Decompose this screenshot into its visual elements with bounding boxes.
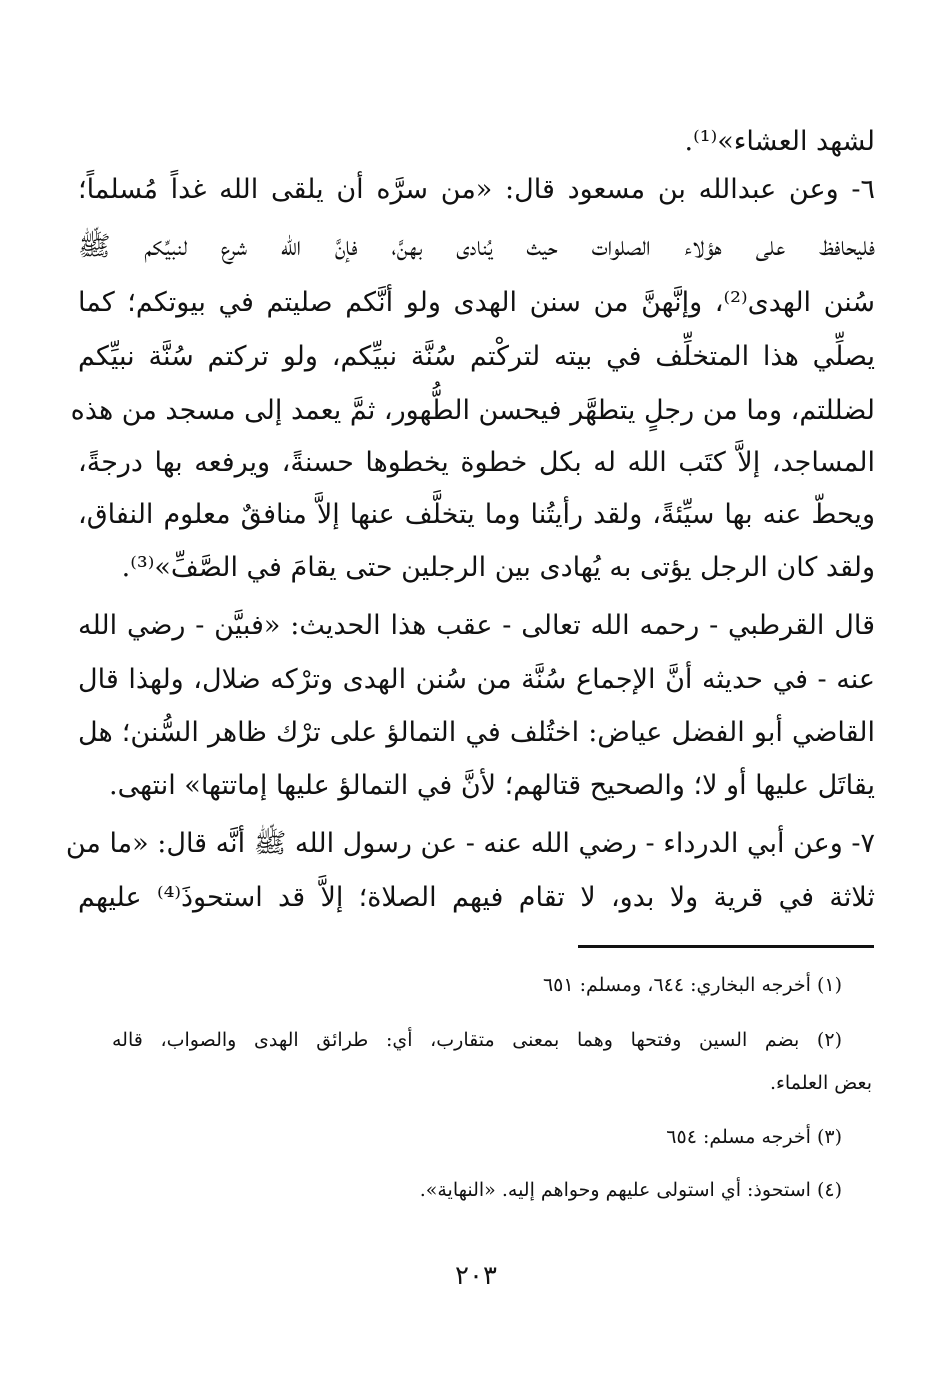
footnote-3: (٣) أخرجه مسلم: ٦٥٤: [666, 1126, 842, 1148]
footnote-4: (٤) استحوذ: أي استولى عليهم وحواهم إليه. «النهاية».: [419, 1179, 842, 1201]
footnote-2-continued: بعض العلماء.: [769, 1072, 872, 1094]
text-line-3: فليحافظ على هؤلاء الصلوات حيث يُنادى بهنَّ، فإنَّ الله شرع لنبيِّكم ﷺ: [78, 231, 875, 262]
footnote-2: (٢) بضم السين وفتحها وهما بمعنى متقارب، أي: طرائق الهدى والصواب، قاله: [112, 1029, 842, 1051]
text-line-15: ثلاثة في قرية ولا بدو، لا تقام فيهم الصلاة؛ إلاَّ قد استحوذَ⁽⁴⁾ عليهم: [78, 882, 875, 913]
text-line-9: ولقد كان الرجل يؤتى به يُهادى بين الرجلين حتى يقامَ في الصَّفِّ»⁽³⁾.: [121, 552, 875, 583]
text-line-14: ٧- وعن أبي الدرداء - رضي الله عنه - عن رسول الله ﷺ أنَّه قال: «ما من: [65, 828, 875, 859]
text-line-1: لشهد العشاء»⁽¹⁾.: [684, 126, 875, 157]
text-line-2: ٦- وعن عبدالله بن مسعود قال: «من سرَّه أن يلقى الله غداً مُسلماً؛: [78, 174, 875, 205]
text-line-8: ويحطّ عنه بها سيِّئةً، ولقد رأيتُنا وما يتخلَّف عنها إلاَّ منافقٌ معلوم النفاق،: [78, 499, 875, 530]
text-line-5: يصلِّي هذا المتخلِّف في بيته لتركْتم سُنَّة نبيِّكم، ولو تركتم سُنَّة نبيِّكم: [78, 341, 875, 372]
text-line-4: سُنن الهدى⁽²⁾، وإنَّهنَّ من سنن الهدى ولو أنَّكم صليتم في بيوتكم؛ كما: [78, 287, 875, 318]
text-line-12: القاضي أبو الفضل عياض: اختُلف في التمالؤ على ترْك ظاهر السُّنن؛ هل: [78, 717, 875, 748]
text-line-13: يقاتَل عليها أو لا؛ والصحيح قتالهم؛ لأنَّ في التمالؤ عليها إماتتها» انتهى.: [109, 770, 875, 801]
footnote-separator: [578, 945, 874, 948]
footnote-1: (١) أخرجه البخاري: ٦٤٤، ومسلم: ٦٥١: [542, 974, 842, 996]
page-number: ٢٠٣: [455, 1261, 497, 1291]
text-line-7: المساجد، إلاَّ كتَب الله له بكل خطوة يخطوها حسنةً، ويرفعه بها درجةً،: [78, 447, 875, 478]
text-line-11: عنه - في حديثه أنَّ الإجماع سُنَّة من سُنن الهدى وترْكه ضلال، ولهذا قال: [78, 664, 875, 695]
text-line-10: قال القرطبي - رحمه الله تعالى - عقب هذا الحديث: «فبيَّن - رضي الله: [78, 610, 875, 641]
text-line-6: لضللتم، وما من رجلٍ يتطهَّر فيحسن الطُّهور، ثمَّ يعمد إلى مسجد من هذه: [70, 395, 875, 426]
